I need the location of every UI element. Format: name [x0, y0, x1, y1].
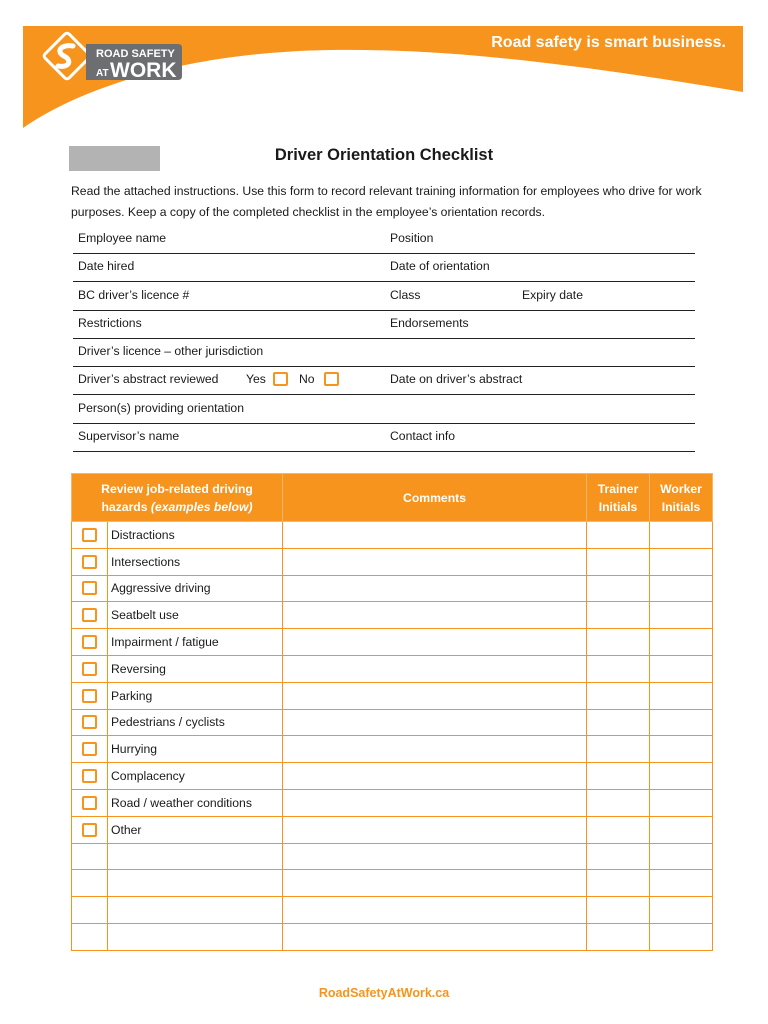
- hazard-label: [108, 843, 283, 870]
- worker-initials-cell[interactable]: [650, 816, 713, 843]
- checkbox-cell: [72, 709, 108, 736]
- comments-cell[interactable]: [283, 897, 587, 924]
- trainer-initials-cell[interactable]: [587, 816, 650, 843]
- comments-cell[interactable]: [283, 709, 587, 736]
- comments-cell[interactable]: [283, 602, 587, 629]
- worker-initials-cell[interactable]: [650, 709, 713, 736]
- trainer-initials-cell[interactable]: [587, 548, 650, 575]
- comments-cell[interactable]: [283, 736, 587, 763]
- row-supervisor: [73, 423, 695, 452]
- hazard-checkbox[interactable]: [82, 555, 97, 569]
- row-restrictions: [73, 310, 695, 339]
- trainer-initials-cell[interactable]: [587, 843, 650, 870]
- checkbox-cell: [72, 736, 108, 763]
- row-other-jurisdiction: [73, 338, 695, 367]
- checkbox-cell: [72, 629, 108, 656]
- hazard-checkbox[interactable]: [82, 742, 97, 756]
- row-licence: [73, 282, 695, 311]
- hazard-label: Hurrying: [108, 736, 283, 763]
- hazard-label: Pedestrians / cyclists: [108, 709, 283, 736]
- hazard-label: Distractions: [108, 522, 283, 549]
- trainer-initials-cell[interactable]: [587, 709, 650, 736]
- table-row: [72, 655, 713, 682]
- worker-initials-cell[interactable]: [650, 897, 713, 924]
- worker-initials-cell[interactable]: [650, 843, 713, 870]
- hazard-label: Complacency: [108, 763, 283, 790]
- worker-initials-cell[interactable]: [650, 548, 713, 575]
- table-row: [72, 736, 713, 763]
- worker-initials-cell[interactable]: [650, 870, 713, 897]
- endorsements-field[interactable]: Endorsements: [390, 316, 469, 330]
- hazard-label: Seatbelt use: [108, 602, 283, 629]
- page-title: Driver Orientation Checklist: [274, 146, 494, 164]
- hazard-checkbox[interactable]: [82, 662, 97, 676]
- slogan: Road safety is smart business.: [491, 34, 726, 51]
- col-trainer-header: Trainer Initials: [587, 474, 650, 522]
- trainer-initials-cell[interactable]: [587, 602, 650, 629]
- hazard-checkbox[interactable]: [82, 608, 97, 622]
- table-header-row: [72, 474, 713, 522]
- col-hazards-header: Review job-related driving hazards (examples below): [72, 474, 283, 522]
- hazard-checkbox[interactable]: [82, 715, 97, 729]
- hazard-label: Aggressive driving: [108, 575, 283, 602]
- checkbox-cell: [72, 548, 108, 575]
- col-comments-header: Comments: [283, 474, 587, 522]
- checkbox-cell: [72, 655, 108, 682]
- no-checkbox[interactable]: [324, 372, 339, 386]
- comments-cell[interactable]: [283, 816, 587, 843]
- table-row: [72, 789, 713, 816]
- svg-text:WORK: WORK: [110, 59, 177, 82]
- worker-initials-cell[interactable]: [650, 602, 713, 629]
- worker-initials-cell[interactable]: [650, 522, 713, 549]
- trainer-initials-cell[interactable]: [587, 789, 650, 816]
- hazard-label: Parking: [108, 682, 283, 709]
- persons-providing-field[interactable]: Person(s) providing orientation: [78, 401, 244, 415]
- hazard-checkbox[interactable]: [82, 823, 97, 837]
- comments-cell[interactable]: [283, 655, 587, 682]
- trainer-initials-cell[interactable]: [587, 575, 650, 602]
- hazards-table: [71, 473, 713, 951]
- trainer-initials-cell[interactable]: [587, 629, 650, 656]
- comments-cell[interactable]: [283, 682, 587, 709]
- checkbox-cell: [72, 682, 108, 709]
- supervisor-name-field[interactable]: Supervisor’s name: [78, 429, 180, 443]
- comments-cell[interactable]: [283, 870, 587, 897]
- hazard-checkbox[interactable]: [82, 528, 97, 542]
- worker-initials-cell[interactable]: [650, 575, 713, 602]
- comments-cell[interactable]: [283, 923, 587, 950]
- table-row: [72, 575, 713, 602]
- checkbox-cell: [72, 870, 108, 897]
- employee-name-field[interactable]: Employee name: [78, 231, 167, 245]
- trainer-initials-cell[interactable]: [587, 522, 650, 549]
- table-row: [72, 843, 713, 870]
- checkbox-cell: [72, 789, 108, 816]
- worker-initials-cell[interactable]: [650, 789, 713, 816]
- worker-initials-cell[interactable]: [650, 682, 713, 709]
- checkbox-cell: [72, 575, 108, 602]
- table-row: [72, 923, 713, 950]
- yes-checkbox[interactable]: [273, 372, 288, 386]
- table-row: [72, 709, 713, 736]
- trainer-initials-cell[interactable]: [587, 923, 650, 950]
- comments-cell[interactable]: [283, 522, 587, 549]
- table-row: [72, 763, 713, 790]
- table-row: [72, 682, 713, 709]
- date-on-abstract-field[interactable]: Date on driver’s abstract: [390, 372, 523, 386]
- svg-text:ROAD SAFETY: ROAD SAFETY: [96, 48, 175, 60]
- comments-cell[interactable]: [283, 575, 587, 602]
- table-row: [72, 870, 713, 897]
- hazard-label: [108, 870, 283, 897]
- hazard-checkbox[interactable]: [82, 581, 97, 595]
- bc-licence-field[interactable]: BC driver’s licence #: [78, 288, 190, 302]
- header-banner: [0, 0, 768, 140]
- footer-url[interactable]: RoadSafetyAtWork.ca: [318, 986, 450, 1000]
- table-row: [72, 897, 713, 924]
- hazard-checkbox[interactable]: [82, 769, 97, 783]
- hazard-label: [108, 897, 283, 924]
- worker-initials-cell[interactable]: [650, 923, 713, 950]
- date-of-orientation-field[interactable]: Date of orientation: [390, 259, 490, 273]
- comments-cell[interactable]: [283, 548, 587, 575]
- other-jurisdiction-field[interactable]: Driver’s licence – other jurisdiction: [78, 344, 264, 358]
- worker-initials-cell[interactable]: [650, 655, 713, 682]
- row-abstract: [73, 366, 695, 395]
- comments-cell[interactable]: [283, 789, 587, 816]
- trainer-initials-cell[interactable]: [587, 870, 650, 897]
- checkbox-cell: [72, 897, 108, 924]
- row-dates: [73, 253, 695, 282]
- hazard-label: Impairment / fatigue: [108, 629, 283, 656]
- trainer-initials-cell[interactable]: [587, 763, 650, 790]
- abstract-reviewed-label: Driver’s abstract reviewed: [78, 372, 219, 386]
- svg-text:AT: AT: [96, 68, 109, 79]
- trainer-initials-cell[interactable]: [587, 682, 650, 709]
- checkbox-cell: [72, 816, 108, 843]
- worker-initials-cell[interactable]: [650, 736, 713, 763]
- table-row: [72, 602, 713, 629]
- table-row: [72, 629, 713, 656]
- table-row: [72, 816, 713, 843]
- date-hired-field[interactable]: Date hired: [78, 259, 135, 273]
- contact-info-field[interactable]: Contact info: [390, 429, 456, 443]
- restrictions-field[interactable]: Restrictions: [78, 316, 142, 330]
- hazard-checkbox[interactable]: [82, 689, 97, 703]
- table-row: [72, 522, 713, 549]
- yes-label: Yes: [246, 372, 266, 386]
- hazard-label: Reversing: [108, 655, 283, 682]
- row-persons: [73, 395, 695, 424]
- hazard-label: Intersections: [108, 548, 283, 575]
- comments-cell[interactable]: [283, 629, 587, 656]
- expiry-date-field[interactable]: Expiry date: [522, 288, 583, 302]
- hazard-checkbox[interactable]: [82, 796, 97, 810]
- hazard-label: [108, 923, 283, 950]
- intro-text: Read the attached instructions. Use this form to record relevant training information for employees who drive for work purposes. Keep a copy of the completed checklist in the employee’s orientation records.: [71, 184, 702, 219]
- hazard-label: Road / weather conditions: [108, 789, 283, 816]
- row-employee: [73, 225, 695, 254]
- checkbox-cell: [72, 843, 108, 870]
- table-row: [72, 548, 713, 575]
- worker-initials-cell[interactable]: [650, 629, 713, 656]
- hazard-label: Other: [108, 816, 283, 843]
- hazard-checkbox[interactable]: [82, 635, 97, 649]
- comments-cell[interactable]: [283, 843, 587, 870]
- worker-initials-cell[interactable]: [650, 763, 713, 790]
- comments-cell[interactable]: [283, 763, 587, 790]
- checkbox-cell: [72, 923, 108, 950]
- checkbox-cell: [72, 522, 108, 549]
- col-worker-header: Worker Initials: [650, 474, 713, 522]
- checkbox-cell: [72, 763, 108, 790]
- no-label: No: [299, 372, 315, 386]
- trainer-initials-cell[interactable]: [587, 736, 650, 763]
- class-field[interactable]: Class: [390, 288, 421, 302]
- trainer-initials-cell[interactable]: [587, 897, 650, 924]
- position-field[interactable]: Position: [390, 231, 434, 245]
- trainer-initials-cell[interactable]: [587, 655, 650, 682]
- checkbox-cell: [72, 602, 108, 629]
